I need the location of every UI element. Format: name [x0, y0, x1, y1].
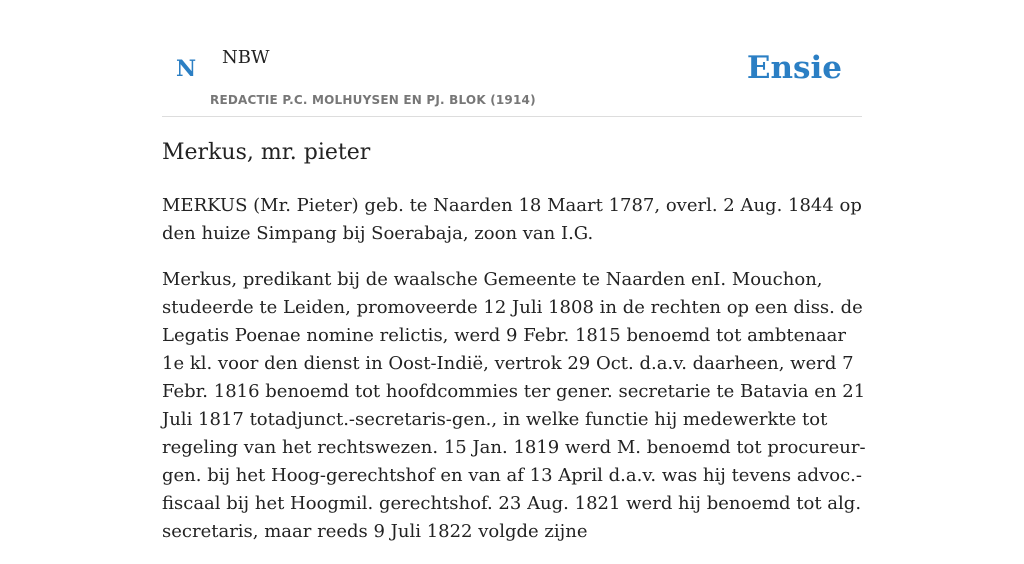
article-paragraph: Merkus, predikant bij de waalsche Gemeente te Naarden enI. Mouchon, studeerde te Leiden, promoveerde 12 Juli 1808 in de rechten op een diss. de Legatis Poenae nomine relictis, werd 9 Febr. 1815 benoemd tot ambtenaar 1e kl. voor den dienst in Oost-Indië, vertrok 29 Oct. d.a.v. daarheen, werd 7 Febr. 1816 benoemd tot hoofdcommies ter gener. secretarie te Batavia en 21 Juli 1817 totadjunct.-secretaris-gen., in welke functie hij medewerkte tot regeling van het rechtswezen. 15 Jan. 1819 werd M. benoemd tot procureur-gen. bij het Hoog-gerechtshof en van af 13 April d.a.v. was hij tevens advoc.-fiscaal bij het Hoogmil. gerechtshof. 23 Aug. 1821 werd hij benoemd tot alg. secretaris, maar reeds 9 Juli 1822 volgde zijne: [162, 269, 866, 542]
source-name[interactable]: NBW: [222, 47, 270, 68]
source-logo-icon[interactable]: N: [176, 56, 197, 82]
source-subtitle: REDACTIE P.C. MOLHUYSEN EN PJ. BLOK (1914): [210, 93, 536, 107]
brand-logo[interactable]: Ensie: [746, 50, 842, 86]
article-body: [162, 192, 867, 564]
article-title: Merkus, mr. pieter: [162, 140, 371, 165]
page-header: [162, 0, 862, 117]
article-paragraph: MERKUS (Mr. Pieter) geb. te Naarden 18 Maart 1787, overl. 2 Aug. 1844 op den huize Simpang bij Soerabaja, zoon van I.G.: [162, 195, 862, 244]
